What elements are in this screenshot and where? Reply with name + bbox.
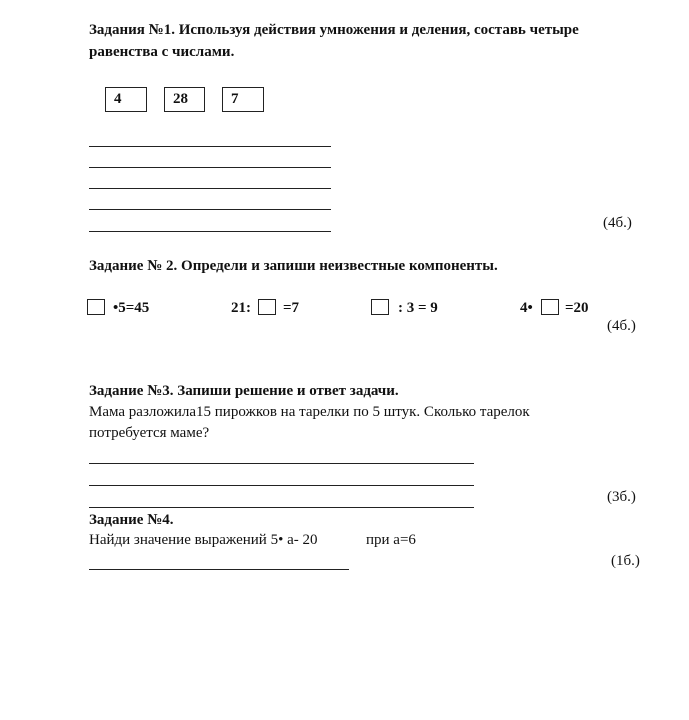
task4-title: Задание №4. — [89, 512, 174, 528]
task4-text: Найди значение выражений 5• а- 20 — [89, 532, 318, 548]
equation-1: •5=45 — [113, 300, 150, 316]
blank-box[interactable] — [87, 299, 105, 315]
equation-2-right: =7 — [283, 300, 300, 316]
answer-line[interactable] — [89, 569, 349, 570]
task4-score: (1б.) — [611, 553, 640, 569]
blank-box[interactable] — [541, 299, 559, 315]
task3-title: Задание №3. Запиши решение и ответ задачи. — [89, 383, 399, 399]
answer-line[interactable] — [89, 463, 474, 464]
equation-2-left: 21: — [231, 300, 251, 316]
answer-line[interactable] — [89, 188, 331, 189]
task3-score: (3б.) — [607, 489, 636, 505]
answer-line[interactable] — [89, 507, 474, 508]
blank-box[interactable] — [258, 299, 276, 315]
task3-text-line2: потребуется маме? — [89, 425, 210, 441]
task2-title: Задание № 2. Определи и запиши неизвестные компоненты. — [89, 258, 498, 274]
task4-condition: при а=6 — [366, 532, 416, 548]
task1-title-line2: равенства с числами. — [89, 44, 235, 60]
task3-text-line1: Мама разложила15 пирожков на тарелки по 5 штук. Сколько тарелок — [89, 404, 530, 420]
answer-line[interactable] — [89, 209, 331, 210]
answer-line[interactable] — [89, 167, 331, 168]
task1-title-line1: Задания №1. Используя действия умножения и деления, составь четыре — [89, 22, 579, 38]
equation-4-right: =20 — [565, 300, 589, 316]
answer-line[interactable] — [89, 146, 331, 147]
answer-line[interactable] — [89, 231, 331, 232]
equation-4-left: 4• — [520, 300, 533, 316]
task1-score: (4б.) — [603, 215, 632, 231]
task2-score: (4б.) — [607, 318, 636, 334]
number-box-1: 4 — [105, 87, 147, 112]
blank-box[interactable] — [371, 299, 389, 315]
answer-line[interactable] — [89, 485, 474, 486]
number-box-2: 28 — [164, 87, 205, 112]
number-box-3: 7 — [222, 87, 264, 112]
equation-3: : 3 = 9 — [398, 300, 438, 316]
